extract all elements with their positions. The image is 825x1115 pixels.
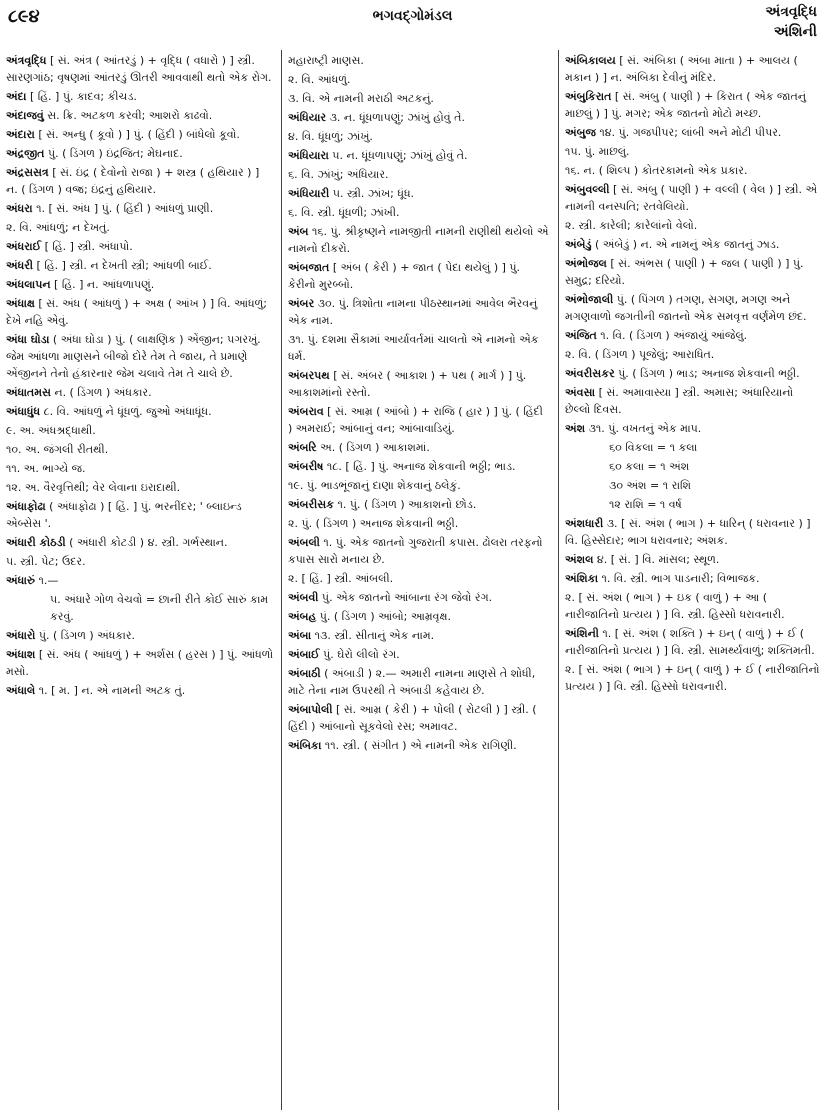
headword: અંજિત: [565, 329, 597, 342]
headword: અંશિની: [565, 627, 599, 640]
definition-text: ૩. [ સં. અંશ ( ભાગ ) + ધારિન્ ( ધરાવનાર ) ] વિ. હિસ્સેદાર; ભાગ ધરાવનાર; અંશક.: [565, 517, 811, 547]
headword: અંદ્રજીત: [6, 147, 45, 160]
definition-text: પું. ( પિંગળ ) તગણ, સગણ, મગણ અને મગણવાળો જગતીની જાતનો એક સમવૃત્ત વર્ણમેળ છંદ.: [565, 293, 807, 323]
headword: અંબરિ: [288, 441, 317, 454]
definition-text: ( અંબાડી ) ૨.— અમારી નામના માણસે તે શોધી, માટે તેના નામ ઉપરથી તે અંબાડી કહેવાય છે.: [288, 667, 536, 697]
headword: અંબર: [288, 297, 315, 310]
dictionary-entry: [6, 145, 274, 162]
definition-text: [ સં. અંભસ ( પાણી ) + જલ ( પાણી ) ] પું. સમુદ્ર; દરિયો.: [565, 257, 804, 287]
definition-text: [ સં. અંબર ( આકાશ ) + પથ ( માર્ગ ) ] પું. આકાશમાંનો રસ્તો.: [288, 369, 527, 399]
definition-text: ૨. [ હિં. ] સ્ત્રી. આંબલી.: [288, 572, 394, 585]
definition-text: ૬૦ કલા = ૧ અંશ: [609, 460, 690, 473]
dictionary-entry: [288, 52, 550, 69]
dictionary-entry: [288, 295, 550, 329]
dictionary-entry: [6, 126, 274, 143]
headword: અંધિયાર: [288, 111, 327, 124]
dictionary-entry: [288, 367, 550, 401]
dictionary-entry: [565, 365, 820, 382]
definition-text: ( અંધા ઘોડા ) પું. ( લાક્ષણિક ) એંજીન; ૫ગરખું. જેમ આંધળા માણસને બીજો દોરે તેમ તે જાય, તે પ્રમાણે એંજીનને તેનો હંકારનાર જેમ ચલાવે તેમ તે ચાલે છે.: [6, 333, 261, 380]
dictionary-entry: [288, 477, 550, 494]
definition-text: ૪. [ સં. ] વિ. માંસલ; સ્થૂળ.: [593, 553, 720, 566]
definition-text: પું. ( ડિંગળ ) અંધકાર.: [35, 629, 136, 642]
headword: અંબરીષ: [288, 460, 324, 473]
definition-text: ૧. [ સં. અંધ ] પું. ( હિંદી ) આંધળું પ્રાણી.: [32, 202, 214, 215]
dictionary-title: ભગવદ્ગોમંડલ: [372, 8, 453, 24]
headword: અંદા: [6, 90, 27, 103]
dictionary-entry: [288, 439, 550, 456]
headword: અંત્રવૃદ્ધિ: [6, 54, 47, 67]
definition-text: [ સં. અમાવાસ્યા ] સ્ત્રી. અમાસ; અંધારિયાનો છેલ્લો દિવસ.: [565, 386, 794, 416]
dictionary-entry: [6, 331, 274, 382]
definition-text: ૩૧. પું. દશમા સૈકામાં આર્યાવર્તમાં ચાલતો એ નામનો એક ધર્મ.: [288, 333, 539, 363]
headword: અંદારા: [6, 128, 35, 141]
definition-text: ૨. વિ. ( ડિંગળ ) પૂજેલું; આરાધિત.: [565, 348, 715, 361]
dictionary-column-3: [565, 52, 820, 1110]
headword: અંધરા: [6, 202, 33, 215]
headword: અંધારી કોઠડી: [6, 536, 66, 549]
definition-text: ૩૦ અંશ = ૧ રાશિ: [609, 479, 691, 492]
dictionary-entry: [565, 162, 820, 179]
definition-text: સ. ક્રિ. અટકળ કરવી; આશરો કાઢવો.: [43, 109, 213, 122]
definition-text: ૪. વિ. ધૂંધળું; ઝાંખું.: [288, 130, 373, 143]
dictionary-entry: [288, 665, 550, 699]
guide-word-first: અંત્રવૃદ્ધિ: [765, 4, 817, 20]
headword: અંબાઠી: [288, 667, 321, 680]
definition-text: [ હિં. ] ન. આંધળાપણું.: [50, 278, 155, 291]
dictionary-entry: [565, 88, 820, 122]
definition-text: ૨. સ્ત્રી. કારેલી; કારેલાંનો વેલો.: [565, 219, 698, 232]
dictionary-entry: [6, 646, 274, 680]
dictionary-entry: [6, 164, 274, 198]
definition-text: ૧. [ મ. ] ન. એ નામની અટક તું.: [35, 684, 186, 697]
dictionary-entry: [6, 422, 274, 439]
definition-text: ૧.—: [34, 574, 59, 587]
column-divider: [558, 50, 559, 1110]
definition-text: પું. ( ડિંગળ ) આંબો; આમ્રવૃક્ષ.: [316, 610, 451, 623]
definition-text: ૨. [ સં. અંશ ( ભાગ ) + ઇન્ ( વાળું ) + ઈ ( નારીજાતિનો પ્રત્યય ) ] વિ. સ્ત્રી. હિસ્સો ધરાવનારી.: [565, 663, 820, 693]
headword: અંબરપથ: [288, 369, 330, 382]
headword: અંધાફોઢા: [6, 500, 46, 513]
dictionary-entry: [6, 107, 274, 124]
definition-text: પું. એક જાતનો આંબાના રંગ જેવો રંગ.: [318, 591, 493, 604]
headword: અંધરાઈ: [6, 240, 42, 253]
definition-text: [ સં. અંત્ર ( આંતરડું ) + વૃદ્ધિ ( વધારો ) ] સ્ત્રી. સારણગાંઠ; વૃષણમાં આંતરડું ઊતરી આવવાથી થતો એક રોગ.: [6, 54, 272, 84]
definition-text: ૩૦. પું. ત્રિશોતા નામના પીઠસ્થાનમાં આવેલ ભૈરવનું એક નામ.: [288, 297, 538, 327]
definition-text: [ સં. અંબુ ( પાણી ) + વલ્લી ( વેલ ) ] સ્ત્રી. એ નામની વનસ્પતિ; રતવેલિયો.: [565, 183, 818, 213]
definition-text: મહારાષ્ટ્રી માણસ.: [288, 54, 364, 67]
definition-text: પું. ( ડિંગળ ) ઇંદ્રજિત; મેઘનાદ.: [44, 147, 183, 160]
dictionary-entry: [565, 255, 820, 289]
dictionary-entry: [288, 646, 550, 663]
dictionary-entry: [6, 479, 274, 496]
dictionary-entry: [288, 737, 550, 754]
definition-text: ૧૮. [ હિં. ] પું. અનાજ શેકવાની ભઠ્ઠી; ભાડ.: [323, 460, 516, 473]
definition-text: ૧૧. સ્ત્રી. ( સંગીત ) એ નામની એક રાગિણી.: [321, 739, 517, 752]
definition-text: [ અંબ ( કેરી ) + જાત ( પેદા થયેલું ) ] પું. કેરીનો મુરબ્બો.: [288, 261, 521, 291]
dictionary-entry: [288, 701, 550, 735]
headword: અંબિકાલય: [565, 54, 616, 67]
definition-text: ૫. ન. ધૂંધળાપણું; ઝાંખું હોવું તે.: [328, 149, 468, 162]
page-header: [0, 0, 825, 50]
headword: અંબુવલ્લી: [565, 183, 610, 196]
dictionary-entry: [288, 166, 550, 183]
definition-text: ૨. પું. ( ડિંગળ ) અનાજ શેકવાની ભઠ્ઠી.: [288, 517, 459, 530]
definition-text: [ હિં. ] પું. કાદવ; કીચડ.: [26, 90, 137, 103]
headword: અંધારો: [6, 629, 36, 642]
dictionary-entry: [565, 124, 820, 141]
definition-text: ૬. વિ. સ્ત્રી. ધૂંધળી; ઝાંખી.: [288, 206, 400, 219]
dictionary-entry: [288, 185, 550, 202]
headword: અંધારું: [6, 574, 35, 587]
definition-text: ૧૧. અ. ભાગ્યે જ.: [6, 462, 86, 475]
headword: અંવસા: [565, 386, 596, 399]
definition-text: [ સં. અંબિકા ( અંબા માતા ) + આલય ( મકાન ) ] ન. અંબિકા દેવીનું મંદિર.: [565, 54, 798, 84]
headword: અંધાધુંધ: [6, 405, 41, 418]
headword: અંધિયારી: [288, 187, 330, 200]
definition-text: ૩. ન. ધૂંધળાપણું; ઝાંખું હોવું તે.: [326, 111, 465, 124]
definition-text: ન. ( ડિંગળ ) અંધકાર.: [50, 386, 152, 399]
definition-text: [ સં. અંધ ( આંધળું ) + અર્શસ ( હરસ ) ] પું. આંધળો મસો.: [6, 648, 274, 678]
dictionary-entry: [6, 441, 274, 458]
dictionary-entry: [6, 682, 274, 699]
headword: અંધરી: [6, 259, 34, 272]
headword: અંબુજ: [565, 126, 596, 139]
definition-text: ૫. અંધારે ગોળ વેચવો = છાની રીતે કોઈ સારું કામ કરવું.: [50, 593, 269, 623]
headword: અંભોજલ: [565, 257, 607, 270]
definition-text: ૧૬. પું. શ્રીકૃષ્ણને નામજીતી નામની રાણીથી થયેલો એ નામનો દીકરો.: [288, 225, 549, 255]
definition-text: ૧૪. પું. ગજપીપર; લાંબી અને મોટી પીપર.: [595, 126, 782, 139]
definition-text: ૧૦. અ. જંગલી રીતથી.: [6, 443, 109, 456]
headword: અંબેડું: [565, 238, 592, 251]
dictionary-entry: [565, 625, 820, 659]
definition-text: ૫. સ્ત્રી. પેટ; ઉદર.: [6, 555, 86, 568]
dictionary-entry: [565, 551, 820, 568]
dictionary-entry: [288, 534, 550, 568]
definition-text: [ સં. આમ્ર ( આંબો ) + રાજિ ( હાર ) ] પું. ( હિંદી ) અમરાઈ; આંબાનું વન; આંબાવાડિયું.: [288, 405, 543, 435]
dictionary-entry: [565, 458, 820, 475]
definition-text: [ સં. ઇંદ્ર ( દેવોનો રાજા ) + શસ્ત્ર ( હથિયાર ) ] ન. ( ડિંગળ ) વજ્ર; ઇંદ્રનું હથિયાર.: [6, 166, 260, 196]
headword: અંધાક્ષ: [6, 297, 35, 310]
definition-text: ૮. વિ. આંધળું ને ધૂંધળું. જુઓ અંધાધૂંધ.: [40, 405, 212, 418]
definition-text: ૨. વિ. આંધળું.: [288, 73, 351, 86]
definition-text: ૫. સ્ત્રી. ઝાંખ; ધૂંધ.: [329, 187, 415, 200]
dictionary-entry: [288, 259, 550, 293]
headword: અંબાઈ: [288, 648, 320, 661]
dictionary-entry: [288, 570, 550, 587]
dictionary-entry: [288, 627, 550, 644]
definition-text: ૩. વિ. એ નામની મરાઠી અટકનું.: [288, 92, 434, 105]
definition-text: ( અંધાફોઢા ) [ હિં. ] પું. ભરનીંદર; ' બ્લાઇન્ડ એબ્સેસ '.: [6, 500, 242, 530]
definition-text: ૧૫. પું. માછલું.: [565, 145, 630, 158]
dictionary-entry: [6, 498, 274, 532]
definition-text: ૧૨. અ. વૈરવૃત્તિથી; વેર લેવાના ઇરાદાથી.: [6, 481, 181, 494]
definition-text: ૧૯. પું. ભાડભૂંજાનું દાણા શેકવાનું ઠલેકું.: [288, 479, 461, 492]
dictionary-entry: [6, 627, 274, 644]
dictionary-entry: [565, 52, 820, 86]
definition-text: ૨. વિ. આંધળું; ન દેખતું.: [6, 221, 110, 234]
dictionary-entry: [565, 420, 820, 437]
headword: અંબલી: [288, 536, 320, 549]
headword: અંધલાપન: [6, 278, 51, 291]
dictionary-entry: [6, 257, 274, 274]
headword: અંબાપોલી: [288, 703, 333, 716]
headword: અંબવી: [288, 591, 319, 604]
dictionary-entry: [565, 327, 820, 344]
guide-word-last: અંશિની: [773, 24, 817, 40]
headword: અંબરીસક: [288, 498, 334, 511]
dictionary-entry: [6, 460, 274, 477]
dictionary-entry: [565, 181, 820, 215]
dictionary-entry: [565, 477, 820, 494]
definition-text: ૧. પું. એક જાતનો ગુજરાતી કપાસ. ઢોલરા તરફનો કપાસ સારો મનાય છે.: [288, 536, 543, 566]
dictionary-entry: [565, 570, 820, 587]
dictionary-entry: [288, 458, 550, 475]
headword: અંબજાત: [288, 261, 330, 274]
definition-text: અ. ( ડિંગળ ) આકાશમાં.: [316, 441, 430, 454]
definition-text: [ સં. અન્ધુ ( કૂવો ) ] પું. ( હિંદી ) બાંધેલો કૂવો.: [34, 128, 240, 141]
dictionary-entry: [565, 589, 820, 623]
dictionary-entry: [288, 331, 550, 365]
dictionary-entry: [288, 71, 550, 88]
headword: અંબરાવ: [288, 405, 324, 418]
dictionary-entry: [288, 515, 550, 532]
dictionary-entry: [565, 346, 820, 363]
headword: અંભોજાલી: [565, 293, 614, 306]
dictionary-entry: [6, 572, 274, 589]
definition-text: પું. ઘેરો લીલો રંગ.: [319, 648, 400, 661]
dictionary-column-2: [288, 52, 550, 1110]
dictionary-entry: [288, 589, 550, 606]
dictionary-entry: [288, 608, 550, 625]
definition-text: [ સં. આમ્ર ( કેરી ) + પોલી ( રોટલી ) ] સ્ત્રી. ( હિંદી ) આંબાનો સૂકવેલો રસ; અમાવટ.: [288, 703, 537, 733]
headword: અંશલ: [565, 553, 594, 566]
headword: અંધાશ: [6, 648, 36, 661]
headword: અંબા: [288, 629, 312, 642]
definition-text: ૧. વિ. ( ડિંગળ ) અંજાયું આંજેલું.: [596, 329, 748, 342]
dictionary-entry: [6, 534, 274, 551]
dictionary-entry: [288, 109, 550, 126]
dictionary-entry: [288, 204, 550, 221]
dictionary-entry: [565, 439, 820, 456]
dictionary-entry: [6, 295, 274, 329]
headword: અંવરીસકર: [565, 367, 615, 380]
dictionary-entry: [6, 384, 274, 401]
page-number: ૮૯૪: [8, 6, 40, 27]
headword: અંધાતમસ: [6, 386, 51, 399]
dictionary-entry: [288, 496, 550, 513]
dictionary-entry: [288, 403, 550, 437]
dictionary-entry: [6, 88, 274, 105]
guide-words: [766, 2, 818, 42]
definition-text: ૧૬. ન. ( શિલ્પ ) કોતરકામનો એક પ્રકાર.: [565, 164, 748, 177]
definition-text: ( અંબેડું ) ન. એ નામનું એક જાતનું ઝાડ.: [591, 238, 780, 251]
definition-text: ૩૧. પું. વખતનું એક માપ.: [585, 422, 702, 435]
dictionary-entry: [288, 128, 550, 145]
dictionary-entry: [565, 236, 820, 253]
dictionary-entry: [6, 219, 274, 236]
definition-text: ૬૦ વિકલા = ૧ કલા: [609, 441, 698, 454]
dictionary-entry: [288, 223, 550, 257]
dictionary-entry: [6, 52, 274, 86]
dictionary-entry: [6, 591, 274, 625]
definition-text: ૧૩. સ્ત્રી. સીતાનું એક નામ.: [311, 629, 435, 642]
headword: અંબ: [288, 225, 309, 238]
dictionary-entry: [6, 276, 274, 293]
definition-text: ૧. વિ. સ્ત્રી. ભાગ પાડનારી; વિભાજક.: [598, 572, 760, 585]
dictionary-entry: [288, 147, 550, 164]
headword: અંદાજવું: [6, 109, 44, 122]
definition-text: ૧૨ રાશિ = ૧ વર્ષ: [609, 498, 682, 511]
dictionary-entry: [6, 403, 274, 420]
headword: અંશધારી: [565, 517, 604, 530]
dictionary-entry: [565, 661, 820, 695]
definition-text: ૬. વિ. ઝાંખું; અંધિયાર.: [288, 168, 389, 181]
definition-text: ૧. [ સં. અંશ ( શક્તિ ) + ઇન્ ( વાળું ) + ઈ ( નારીજાતિનો પ્રત્યય ) ] વિ. સ્ત્રી. સામર્થ્યવાળું; શક્તિમતી.: [565, 627, 815, 657]
headword: અંદ્રસસત્ર: [6, 166, 49, 179]
definition-text: [ હિં. ] સ્ત્રી. ન દેખતી સ્ત્રી; આંધળી બાઈ.: [33, 259, 212, 272]
headword: અંશ: [565, 422, 586, 435]
dictionary-entry: [6, 553, 274, 570]
definition-text: ૨. [ સં. અંશ ( ભાગ ) + ઇક ( વાળું ) + આ ( નારીજાતિનો પ્રત્યય ) ] વિ. સ્ત્રી. હિસ્સો ધરાવનારી.: [565, 591, 785, 621]
headword: અંબહ: [288, 610, 317, 623]
dictionary-entry: [565, 496, 820, 513]
headword: અંબુકિરાત: [565, 90, 612, 103]
definition-text: ૯. અ. અંધશ્રદ્ધાથી.: [6, 424, 96, 437]
definition-text: [ સં. અંધ ( આંધળું ) + અક્ષ ( આંખ ) ] વિ. આંધળું; દેખે નહિ એવું.: [6, 297, 267, 327]
dictionary-entry: [565, 217, 820, 234]
dictionary-entry: [565, 515, 820, 549]
dictionary-column-1: [6, 52, 274, 1110]
headword: અંબિકા: [288, 739, 322, 752]
definition-text: ૧. પું. ( ડિંગળ ) આકાશનો છોડ.: [333, 498, 477, 511]
dictionary-entry: [565, 384, 820, 418]
definition-text: ( અંધારી કોટડી ) ૪. સ્ત્રી. ગર્ભસ્થાન.: [65, 536, 228, 549]
definition-text: [ હિં. ] સ્ત્રી. અંધાપો.: [41, 240, 133, 253]
dictionary-entry: [6, 238, 274, 255]
dictionary-entry: [565, 291, 820, 325]
headword: અંધિયારા: [288, 149, 329, 162]
dictionary-entry: [288, 90, 550, 107]
headword: અંધાલે: [6, 684, 36, 697]
headword: અંધા ઘોડા: [6, 333, 50, 346]
definition-text: [ સં. અંબુ ( પાણી ) + કિરાત ( એક જાતનું માછલું ) ] પું. મગર; એક જાતનો મોટો મચ્છ.: [565, 90, 807, 120]
definition-text: પું. ( ડિંગળ ) ભાડ; અનાજ શેકવાની ભઠ્ઠી.: [614, 367, 800, 380]
dictionary-entry: [6, 200, 274, 217]
column-divider: [281, 50, 282, 1110]
dictionary-entry: [565, 143, 820, 160]
headword: અંશિકા: [565, 572, 599, 585]
